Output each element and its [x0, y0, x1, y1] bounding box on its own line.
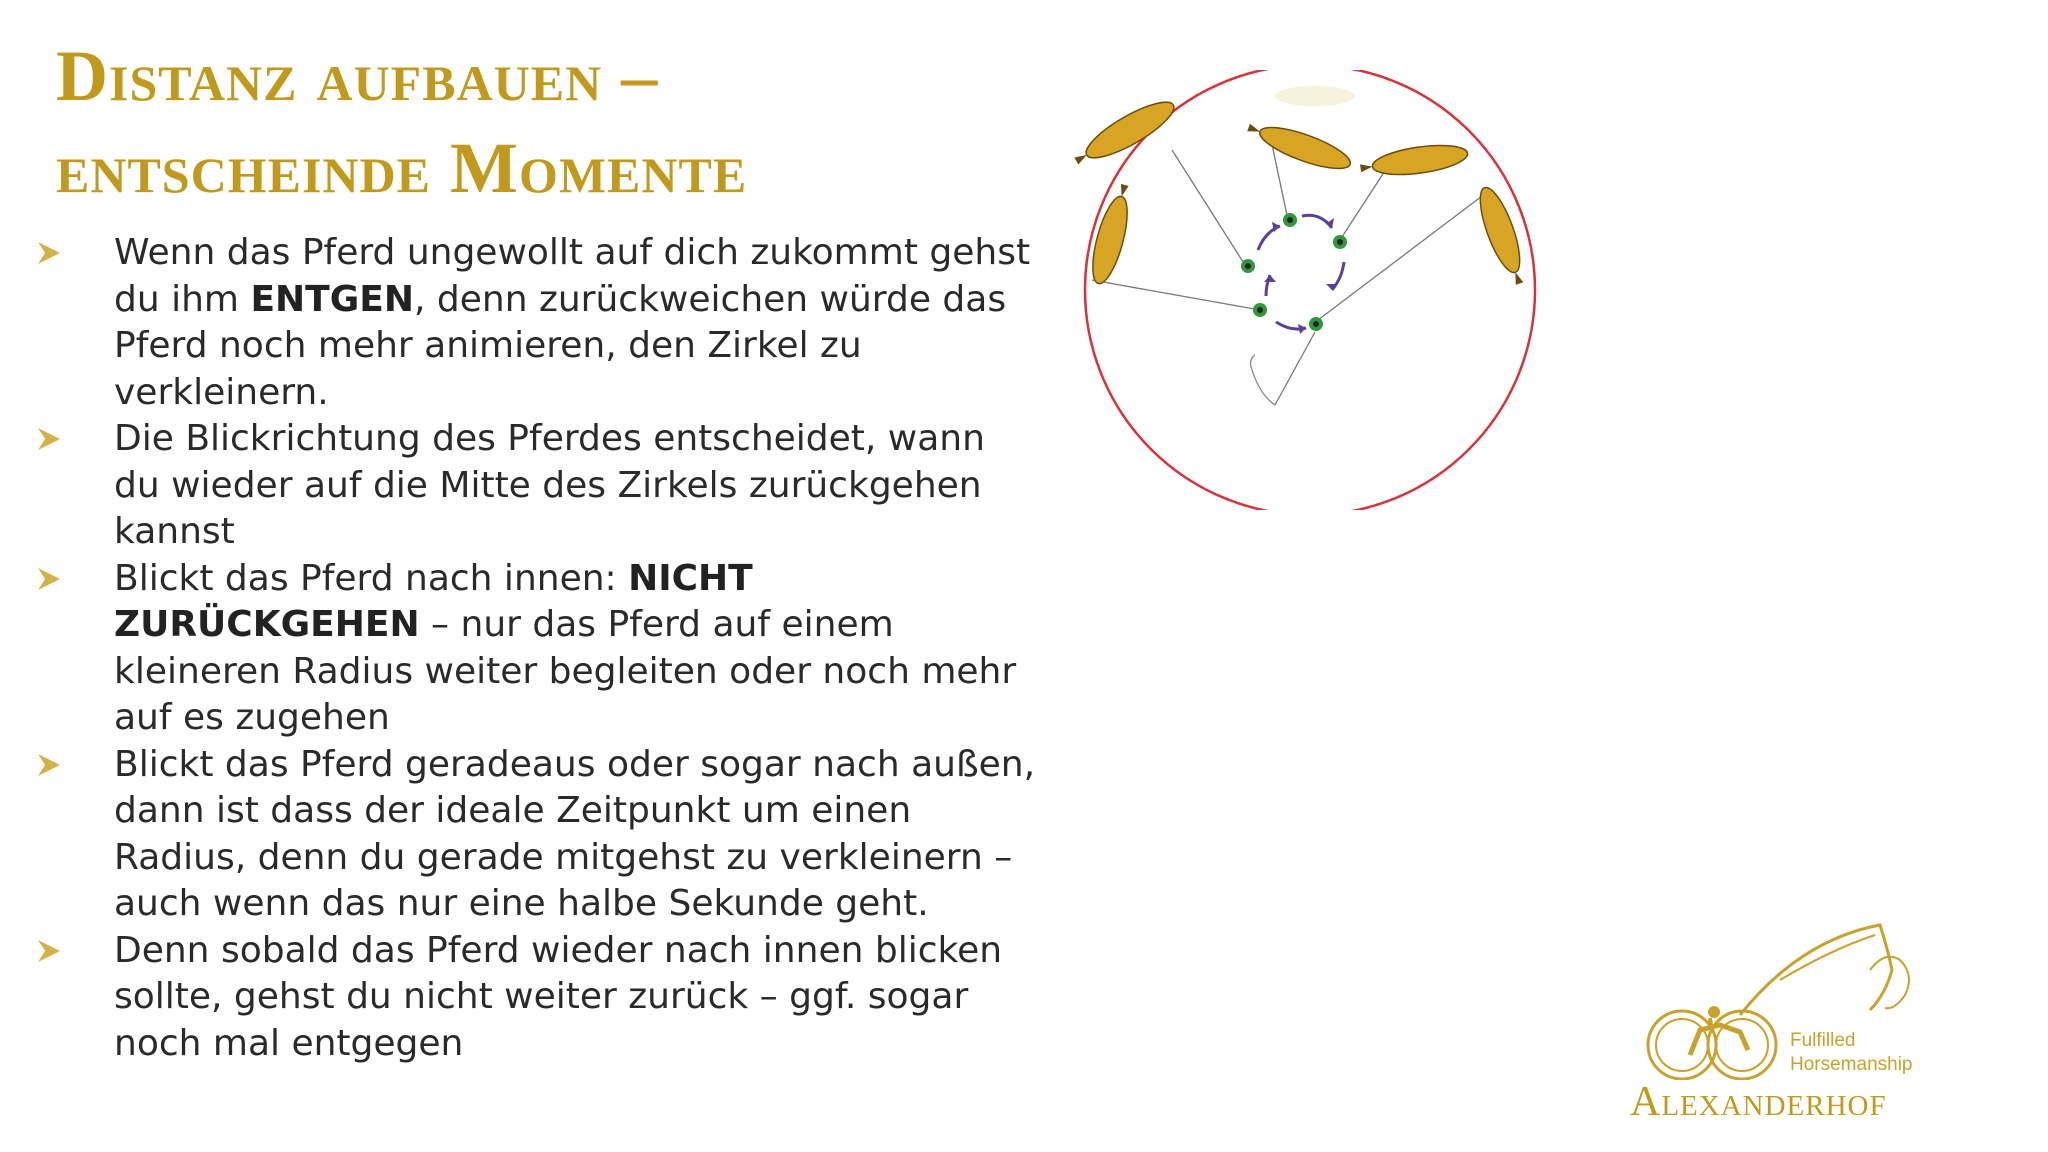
arrow-heads — [1264, 218, 1338, 334]
logo-text-line-1: Fulfilled — [1790, 1030, 1856, 1051]
horse-icon-3 — [1359, 140, 1470, 181]
slide-title — [56, 30, 1056, 214]
bullet-arrow-icon — [36, 752, 62, 778]
bullet-item — [36, 230, 1036, 416]
loose-rope — [1251, 355, 1275, 405]
bullet-arrow-icon — [36, 566, 62, 592]
bullet-text: Denn sobald das Pferd wieder nach innen blicken sollte, gehst du nicht weiter zurück – ggf. sogar noch mal entgegen — [114, 929, 1003, 1064]
bullet-arrow-icon — [36, 938, 62, 964]
faded-horse-icon — [1275, 86, 1355, 106]
trainer-heads — [1245, 217, 1343, 327]
bullet-text: Blickt das Pferd nach innen: — [114, 557, 629, 599]
circle-diagram — [1070, 70, 1550, 510]
horse-icon-5 — [1086, 182, 1138, 287]
bullet-item — [36, 556, 1036, 742]
bullet-item — [36, 742, 1036, 928]
trainer-figures — [1241, 213, 1347, 331]
bullet-text: , denn zurückweichen würde das Pferd noch mehr animieren, den Zirkel zu verkleinern. — [114, 278, 1007, 413]
logo-name: Alexanderhof — [1630, 1079, 1887, 1125]
bullet-item — [36, 928, 1036, 1068]
bullet-arrow-icon — [36, 426, 62, 452]
horse-icon-2 — [1244, 115, 1354, 176]
bullet-text: – nur das Pferd auf einem kleineren Radius weiter begleiten oder noch mehr auf es zugehen — [114, 604, 1017, 738]
bullet-bold-text: ENTGEN — [250, 278, 414, 320]
bullet-text: Blickt das Pferd geradeaus oder sogar nach außen, dann ist dass der ideale Zeitpunkt um einen Radius, denn du gerade mitgehst zu verkleinern – auch wenn das nur eine halbe Sekunde geht. — [114, 743, 1036, 924]
bullet-bold-text: NICHT ZURÜCKGEHEN — [114, 557, 753, 645]
bullet-text: Die Blickrichtung des Pferdes entscheidet, wann du wieder auf die Mitte des Zirkels zurückgehen kannst — [114, 418, 985, 552]
bullet-list — [36, 230, 1036, 1067]
bullet-arrow-icon — [36, 240, 62, 266]
bullet-text: Wenn das Pferd ungewollt auf dich zukommt gehst du ihm — [114, 232, 1031, 320]
title-line-2: entscheinde Momente — [56, 128, 748, 208]
horse-icon-4 — [1472, 183, 1531, 288]
lunge-lines — [1092, 135, 1490, 405]
title-line-1: Distanz aufbauen – — [56, 36, 659, 116]
bullet-item — [36, 416, 1036, 556]
logo-text-line-2: Horsemanship — [1790, 1054, 1913, 1075]
movement-arrows — [1258, 215, 1344, 329]
